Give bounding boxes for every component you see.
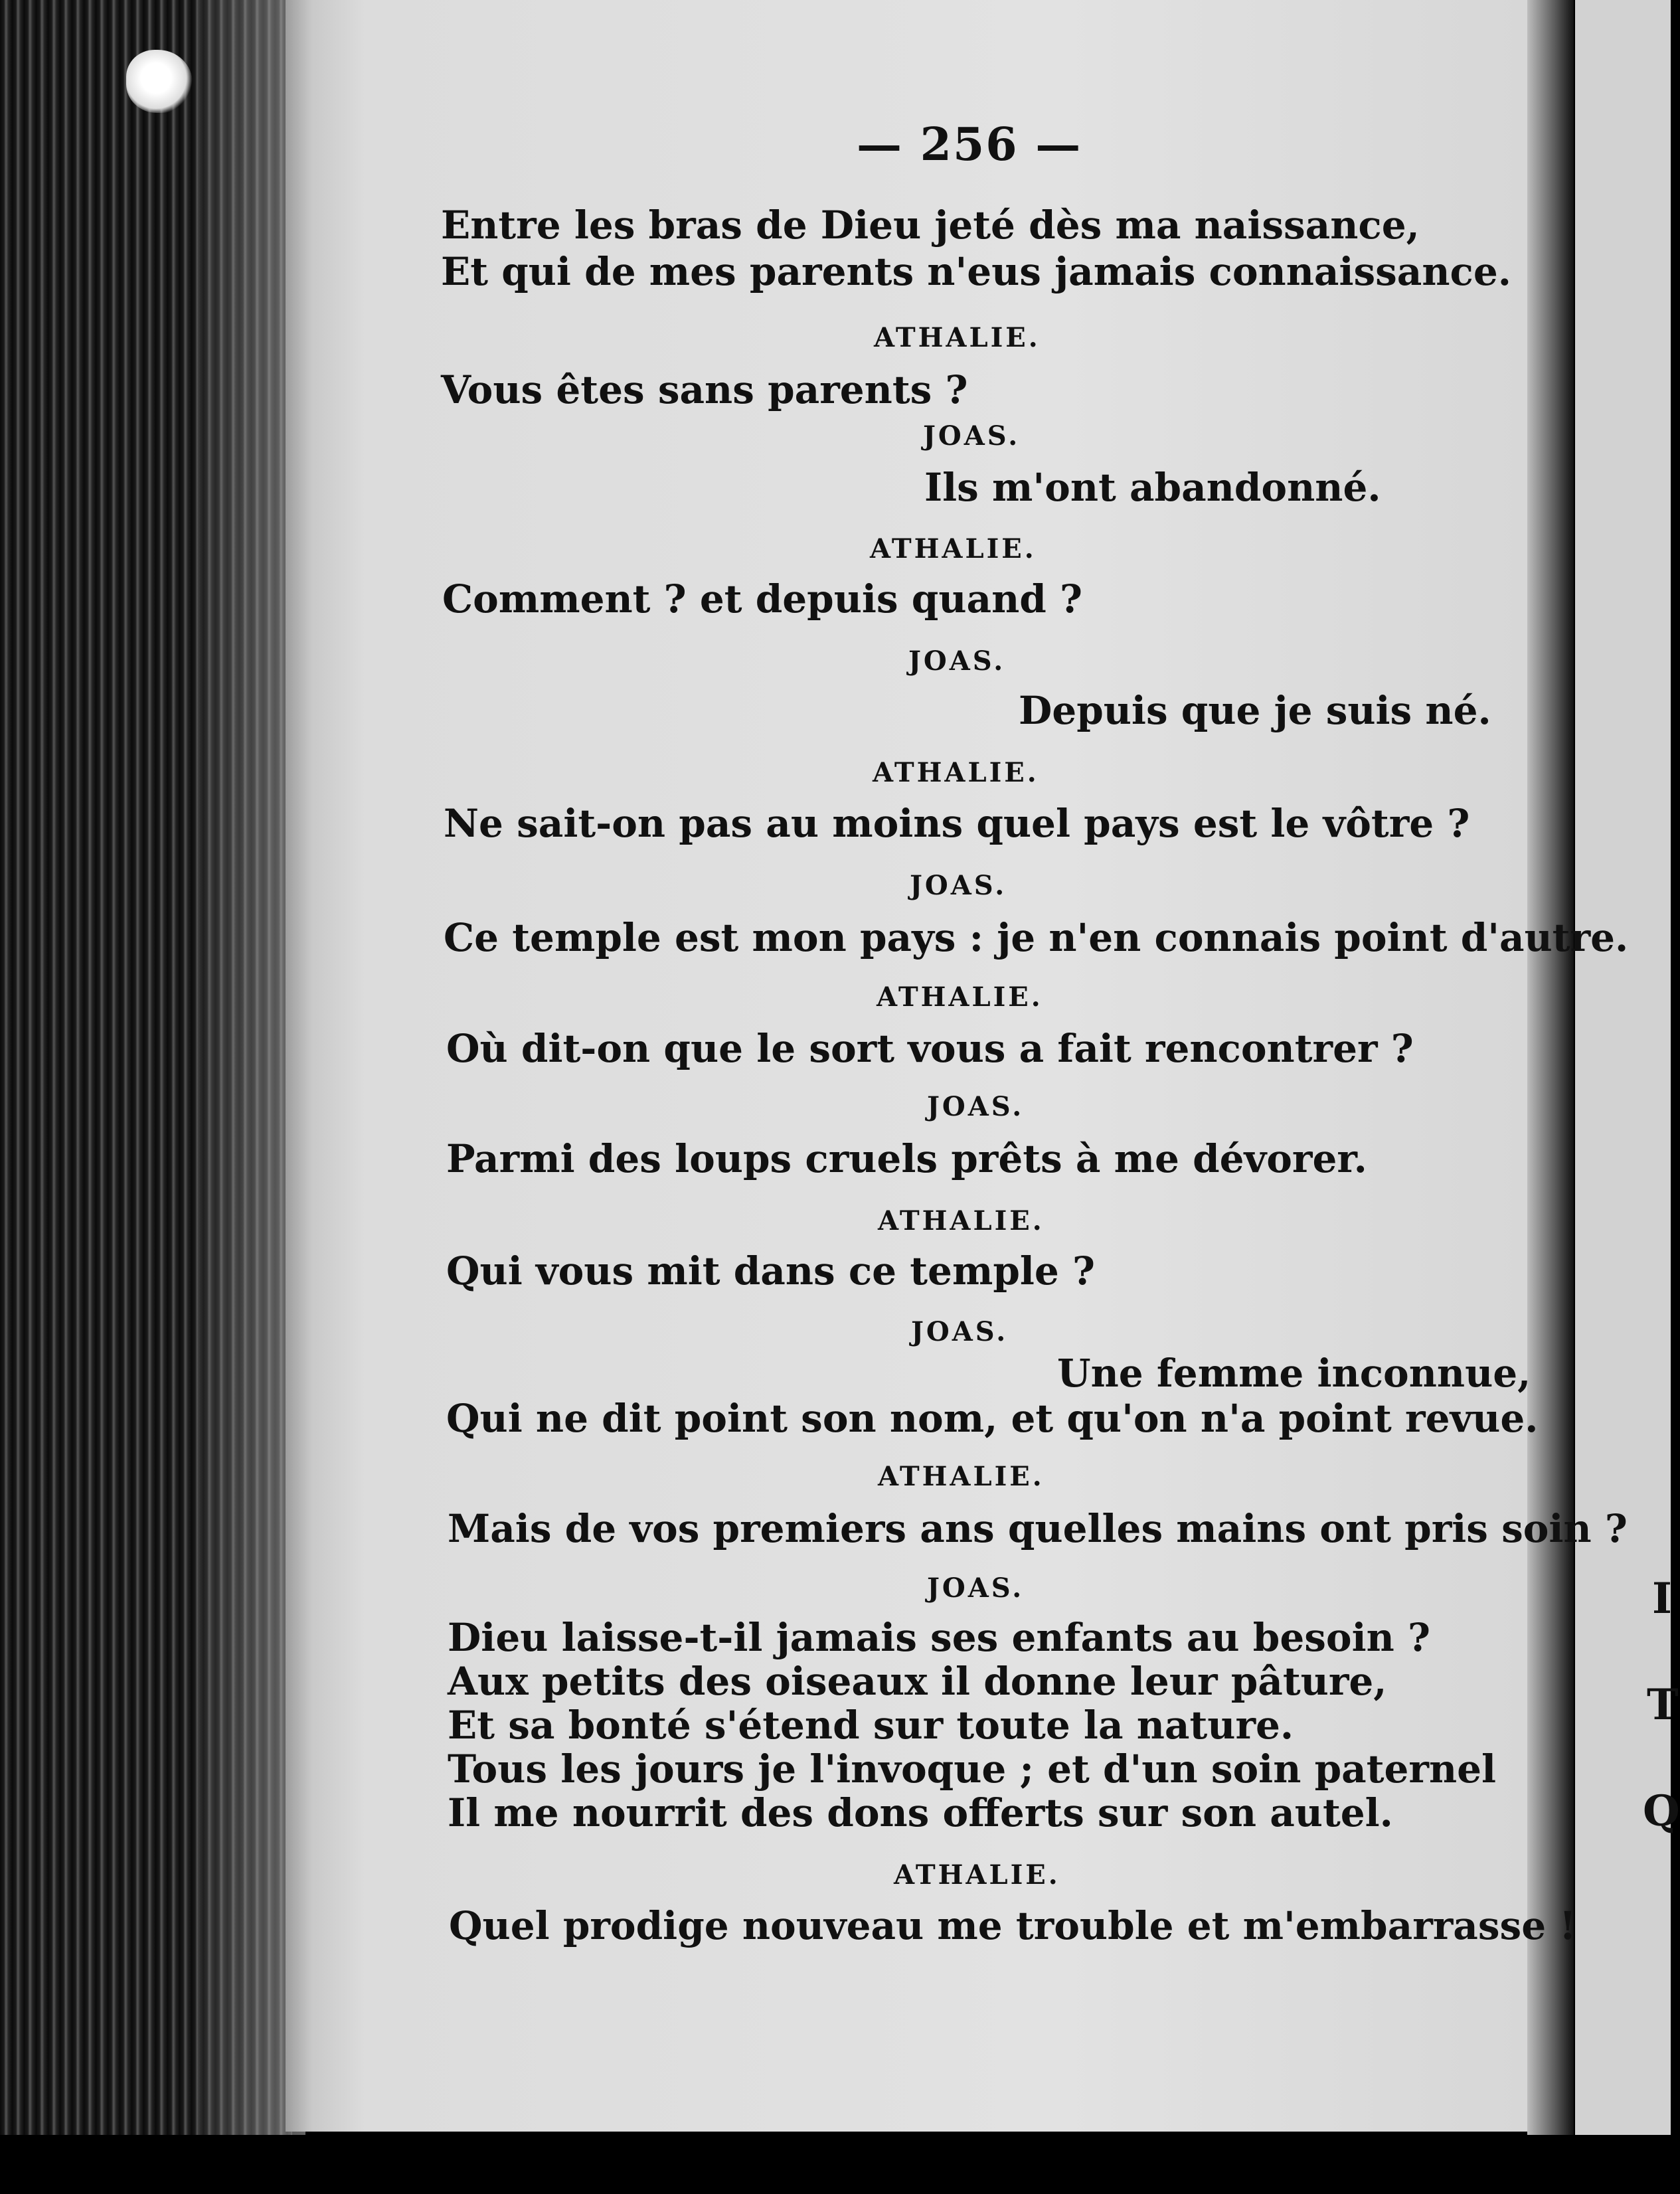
- verse-line: Parmi des loups cruels prêts à me dévorer.: [446, 1136, 1367, 1181]
- speaker-athalie: ATHALIE.: [878, 1461, 1045, 1492]
- verse-line: Ce temple est mon pays : je n'en connais point d'autre.: [444, 915, 1629, 960]
- verse-line: Où dit-on que le sort vous a fait rencontrer ?: [446, 1026, 1414, 1071]
- speaker-athalie: ATHALIE.: [873, 757, 1039, 788]
- verse-line: Et sa bonté s'étend sur toute la nature.: [448, 1703, 1294, 1748]
- speaker-athalie: ATHALIE.: [894, 1859, 1060, 1891]
- facing-page-letter: Q: [1643, 1786, 1680, 1836]
- verse-line: Qui vous mit dans ce temple ?: [446, 1248, 1095, 1294]
- verse-line: Aux petits des oiseaux il donne leur pâture,: [448, 1659, 1387, 1704]
- verse-line: Dieu laisse-t-il jamais ses enfants au besoin ?: [448, 1615, 1430, 1660]
- speaker-joas: JOAS.: [911, 1316, 1009, 1347]
- verse-line: Mais de vos premiers ans quelles mains ont pris soin ?: [448, 1506, 1628, 1551]
- speaker-joas: JOAS.: [908, 645, 1006, 677]
- speaker-joas: JOAS.: [927, 1091, 1025, 1122]
- verse-line: Tous les jours je l'invoque ; et d'un soin paternel: [448, 1746, 1497, 1792]
- verse-line: Ne sait-on pas au moins quel pays est le vôtre ?: [444, 801, 1470, 846]
- verse-line: Quel prodige nouveau me trouble et m'embarrasse !: [449, 1903, 1576, 1948]
- speaker-joas: JOAS.: [923, 420, 1021, 452]
- facing-page-letter: I: [1652, 1574, 1672, 1624]
- speaker-athalie: ATHALIE.: [878, 1205, 1045, 1236]
- facing-page-letter: T: [1647, 1680, 1679, 1730]
- verse-line: Une femme inconnue,: [1057, 1351, 1531, 1396]
- verse-line: Ils m'ont abandonné.: [924, 465, 1381, 510]
- verse-line: Et qui de mes parents n'eus jamais connaissance.: [441, 249, 1511, 294]
- speaker-athalie: ATHALIE.: [874, 322, 1041, 353]
- page-number: — 256 —: [857, 118, 1082, 171]
- verse-line: Depuis que je suis né.: [1019, 688, 1491, 733]
- verse-line: Comment ? et depuis quand ?: [442, 576, 1082, 622]
- verse-line: Entre les bras de Dieu jeté dès ma naissance,: [441, 203, 1420, 248]
- verse-line: Qui ne dit point son nom, et qu'on n'a point revue.: [446, 1396, 1539, 1441]
- speaker-athalie: ATHALIE.: [870, 533, 1037, 564]
- speaker-joas: JOAS.: [910, 870, 1007, 901]
- speaker-athalie: ATHALIE.: [877, 981, 1043, 1013]
- speaker-joas: JOAS.: [927, 1572, 1025, 1604]
- verse-line: Il me nourrit des dons offerts sur son autel.: [448, 1790, 1393, 1835]
- verse-line: Vous êtes sans parents ?: [441, 367, 968, 412]
